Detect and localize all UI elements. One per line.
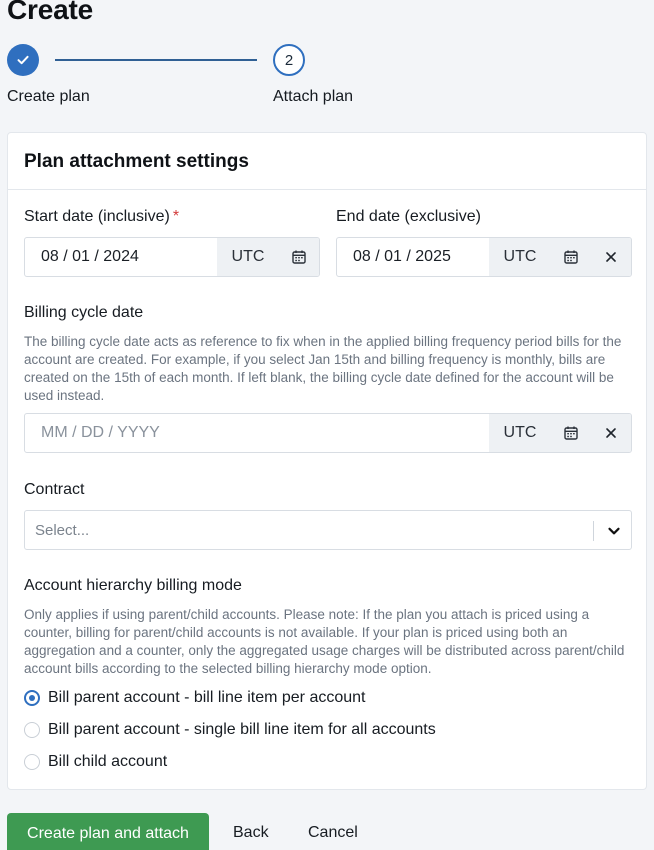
contract-select-placeholder: Select...: [35, 522, 90, 539]
cancel-button[interactable]: Cancel: [308, 824, 358, 841]
close-icon: [605, 251, 617, 263]
end-date-label: End date (exclusive): [336, 208, 481, 225]
required-mark: *: [172, 208, 180, 225]
hierarchy-label: Account hierarchy billing mode: [24, 577, 242, 594]
billing-cycle-field[interactable]: [24, 413, 632, 453]
create-plan-and-attach-button[interactable]: Create plan and attach: [7, 813, 209, 850]
start-date-calendar-button[interactable]: [279, 238, 319, 276]
start-date-input[interactable]: 08 / 01 / 2024: [41, 248, 139, 265]
card-header: [8, 133, 646, 190]
close-icon: [605, 427, 617, 439]
start-date-timezone: UTC: [217, 238, 279, 276]
billing-cycle-help: The billing cycle date acts as reference to fix when in the applied billing frequency period bills for the account are created. For example, if you select Jan 15th and billing frequency is monthly, bills are created on the 15th of each month. If left blank, the billing cycle date defined for the account will be used instead.: [24, 334, 622, 403]
radio-button[interactable]: [24, 722, 40, 738]
billing-cycle-calendar-button[interactable]: [551, 414, 591, 452]
radio-button[interactable]: [24, 754, 40, 770]
radio-label: Bill parent account - single bill line item for all accounts: [48, 721, 436, 738]
step-2-number: 2: [284, 51, 294, 69]
stepper: [7, 44, 367, 114]
billing-cycle-label: Billing cycle date: [24, 304, 144, 321]
card-title: Plan attachment settings: [24, 151, 249, 172]
contract-select[interactable]: [24, 510, 632, 550]
calendar-icon: [563, 249, 579, 265]
billing-cycle-input[interactable]: MM / DD / YYYY: [41, 424, 160, 441]
stepper-connector: [55, 59, 257, 61]
end-date-field[interactable]: [336, 237, 632, 277]
billing-cycle-clear-button[interactable]: [591, 414, 631, 452]
step-1-indicator: [7, 44, 39, 76]
radio-option-per-account[interactable]: [24, 689, 366, 707]
step-2-indicator: [273, 44, 305, 76]
start-date-label: [24, 208, 179, 226]
check-icon: [15, 52, 31, 68]
chevron-down-icon[interactable]: [607, 524, 621, 538]
start-date-field[interactable]: [24, 237, 320, 277]
radio-option-child-account[interactable]: [24, 753, 167, 771]
radio-label: Bill parent account - bill line item per account: [48, 689, 366, 706]
select-divider: [593, 521, 594, 541]
end-date-input[interactable]: 08 / 01 / 2025: [353, 248, 451, 265]
billing-cycle-timezone: UTC: [489, 414, 551, 452]
step-1-label: Create plan: [7, 88, 90, 105]
step-2-label: Attach plan: [273, 88, 354, 105]
page-title: Create: [7, 0, 93, 25]
start-date-label-text: Start date (inclusive): [24, 208, 170, 225]
end-date-calendar-button[interactable]: [551, 238, 591, 276]
end-date-timezone: UTC: [489, 238, 551, 276]
end-date-clear-button[interactable]: [591, 238, 631, 276]
plan-attachment-card: [7, 132, 647, 790]
radio-option-single-line[interactable]: [24, 721, 436, 739]
hierarchy-help: Only applies if using parent/child accounts. Please note: If the plan you attach is priced using a counter, billing for parent/child accounts is not available. If your plan is priced using both an aggregation and a counter, only the aggregated usage charges will be distributed across parent/child account bills according to the selected billing hierarchy mode option.: [24, 607, 625, 676]
contract-label: Contract: [24, 481, 85, 498]
back-button[interactable]: Back: [233, 824, 269, 841]
calendar-icon: [291, 249, 307, 265]
radio-label: Bill child account: [48, 753, 168, 770]
calendar-icon: [563, 425, 579, 441]
radio-button-selected[interactable]: [24, 690, 40, 706]
